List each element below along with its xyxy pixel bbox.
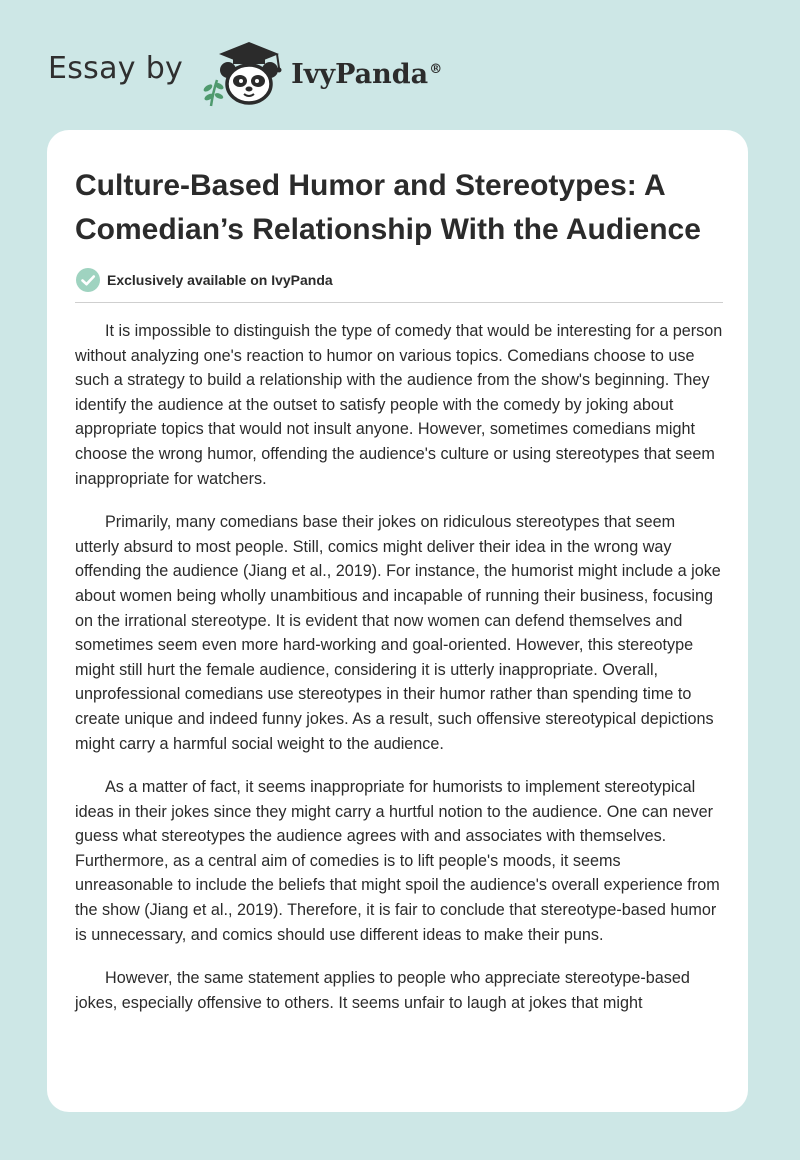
brand-prefix: Essay by (48, 50, 184, 86)
essay-body (75, 319, 723, 1015)
essay-content (75, 164, 723, 1034)
title-divider (75, 302, 723, 303)
brand-name-text: IvyPanda (291, 58, 429, 90)
check-badge-icon (75, 267, 101, 293)
exclusive-badge (75, 266, 723, 294)
brand-header (48, 36, 442, 108)
essay-paragraph: As a matter of fact, it seems inappropriate for humorists to implement stereotypical ideas in their jokes since they might carry a hurtful notion to the audience. One can never guess what stereotypes the audience agrees with and associates with themselves. Furthermore, as a central aim of comedies is to lift people's moods, it seems unreasonable to include the beliefs that might spoil the audience's overall experience from the show (Jiang et al., 2019). Therefore, it is fair to conclude that stereotype-based humor is unnecessary, and comics should use different ideas to make their puns. (75, 778, 720, 944)
essay-paragraph: However, the same statement applies to people who appreciate stereotype-based jokes, especially offensive to others. It seems unfair to laugh at jokes that might (75, 969, 690, 1012)
essay-paragraph: Primarily, many comedians base their jokes on ridiculous stereotypes that seem utterly absurd to most people. Still, comics might deliver their idea in the wrong way offending the audience (Jiang et al., 2019). For instance, the humorist might include a joke about women being wholly unambitious and incapable of running their business, focusing on the irrational stereotype. It is evident that now women can defend themselves and sometimes seem even more hard-working and goal-oriented. However, this stereotype might still hurt the female audience, considering it is utterly inappropriate. Overall, unprofessional comedians use stereotypes in their humor rather than spending time to create unique and indeed funny jokes. As a result, such offensive stereotypical depictions might carry a harmful social weight to the audience. (75, 513, 721, 753)
panda-graduate-icon (197, 36, 289, 108)
essay-paragraph: It is impossible to distinguish the type of comedy that would be interesting for a person without analyzing one's reaction to humor on various topics. Comedians choose to use such a strategy to build a relationship with the audience from the show's beginning. They identify the audience at the outset to satisfy people with the comedy by joking about appropriate topics that would not insult anyone. However, sometimes comedians might choose the wrong humor, offending the audience's culture or using stereotypes that seem inappropriate for watchers. (75, 322, 723, 488)
exclusive-label: Exclusively available on IvyPanda (107, 272, 333, 288)
essay-card (47, 130, 748, 1112)
brand-name (291, 59, 442, 90)
essay-title: Culture-Based Humor and Stereotypes: A Comedian’s Relationship With the Audience (75, 169, 701, 246)
registered-mark: ® (429, 61, 443, 77)
